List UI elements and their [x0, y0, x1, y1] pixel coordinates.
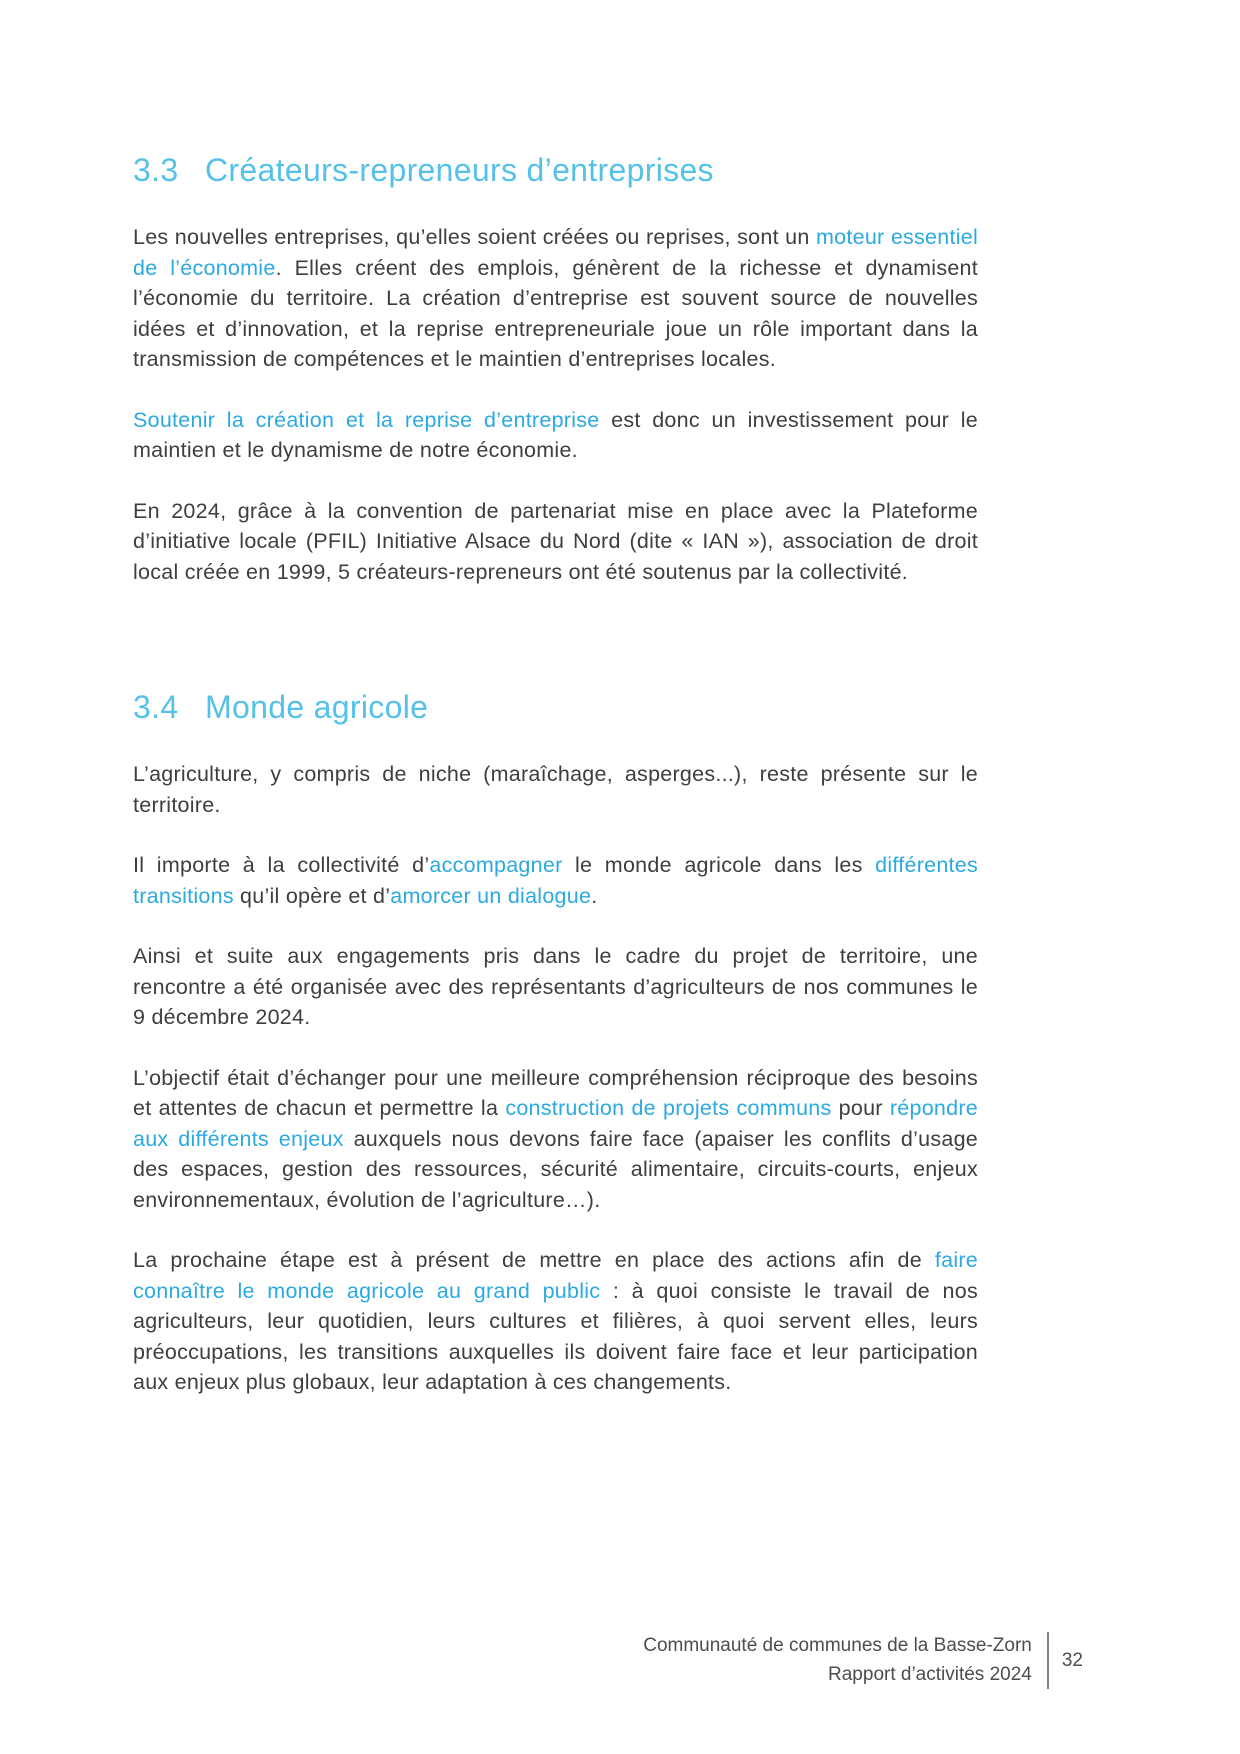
accent-text: construction de projets communs	[505, 1096, 832, 1120]
text-segment: En 2024, grâce à la convention de partenariat mise en place avec la Plateforme d’initiative locale (PFIL) Initiative Alsace du Nord (dite « IAN »), association de droit local créée en 1999, 5 créateurs-repreneurs ont été soutenus par la collectivité.	[133, 498, 978, 584]
text-segment: . Elles créent des emplois, génèrent de la richesse et dynamisent l’économie du territoire. La création d’entreprise est souvent source de nouvelles idées et d’innovation, et la reprise entrepreneuriale joue un rôle important dans la transmission de compétences et le maintien d’entreprises locales.	[133, 255, 978, 371]
text-segment: L’objectif était d’échanger pour une meilleure compréhension réciproque des besoins et attentes de chacun et permettre la	[133, 1065, 978, 1120]
section-heading	[133, 150, 978, 190]
report-section	[133, 150, 978, 587]
report-section	[133, 687, 978, 1398]
accent-text: moteur essentiel de l’économie	[133, 225, 978, 280]
section-heading	[133, 687, 978, 727]
text-segment: .	[591, 883, 598, 908]
text-segment: Il importe à la collectivité d’	[133, 853, 430, 877]
body-paragraph	[133, 222, 978, 375]
text-segment: pour	[831, 1096, 890, 1120]
accent-text: Soutenir la création et la reprise d’entreprise	[133, 407, 600, 432]
accent-text: accompagner	[429, 853, 563, 877]
accent-text: amorcer un dialogue	[390, 883, 592, 908]
footer-text	[643, 1632, 1032, 1689]
accent-text: répondre aux différents enjeux	[133, 1096, 978, 1151]
section-number: 3.3	[133, 152, 179, 188]
text-segment: Ainsi et suite aux engagements pris dans le cadre du projet de territoire, une rencontre a été organisée avec des représentants d’agriculteurs de nos communes le 9 décembre 2024.	[133, 944, 978, 1029]
body-paragraph	[133, 759, 978, 820]
text-segment: le monde agricole dans les	[562, 853, 876, 877]
footer-divider	[1047, 1632, 1049, 1689]
section-number: 3.4	[133, 689, 179, 725]
text-segment: est donc un investissement pour le maintien et le dynamisme de notre économie.	[133, 407, 978, 462]
accent-text: faire connaître le monde agricole au grand public	[133, 1248, 978, 1303]
footer-report-title: Rapport d’activités 2024	[828, 1663, 1032, 1685]
section-title: Créateurs-repreneurs d’entreprises	[205, 152, 714, 188]
body-paragraph	[133, 405, 978, 466]
page-number: 32	[1061, 1649, 1083, 1671]
text-segment: L’agriculture, y compris de niche (maraîchage, asperges...), reste présente sur le territoire.	[133, 762, 978, 817]
body-paragraph	[133, 1245, 978, 1398]
text-segment: Les nouvelles entreprises, qu’elles soient créées ou reprises, sont un	[133, 225, 816, 249]
accent-text: différentes transitions	[133, 853, 979, 908]
text-segment: : à quoi consiste le travail de nos agriculteurs, leur quotidien, leurs cultures et filières, à quoi servent elles, leurs préoccupations, les transitions auxquelles ils doivent faire face et leur participation aux enjeux plus globaux, leur adaptation à ces changements.	[133, 1278, 978, 1394]
body-paragraph	[133, 941, 978, 1033]
footer-organization: Communauté de communes de la Basse-Zorn	[643, 1635, 1032, 1656]
body-paragraph	[133, 1063, 978, 1216]
section-title: Monde agricole	[205, 689, 429, 725]
body-paragraph	[133, 850, 978, 911]
text-segment: auxquels nous devons faire face (apaiser les conflits d’usage des espaces, gestion des ressources, sécurité alimentaire, circuits-courts, enjeux environnementaux, évolution de l’agriculture…).	[133, 1126, 978, 1212]
text-segment: qu’il opère et d’	[233, 883, 391, 908]
text-segment: La prochaine étape est à présent de mettre en place des actions afin de	[133, 1248, 935, 1272]
body-paragraph	[133, 496, 978, 588]
page-footer	[643, 1632, 1083, 1689]
report-content	[133, 0, 978, 1428]
